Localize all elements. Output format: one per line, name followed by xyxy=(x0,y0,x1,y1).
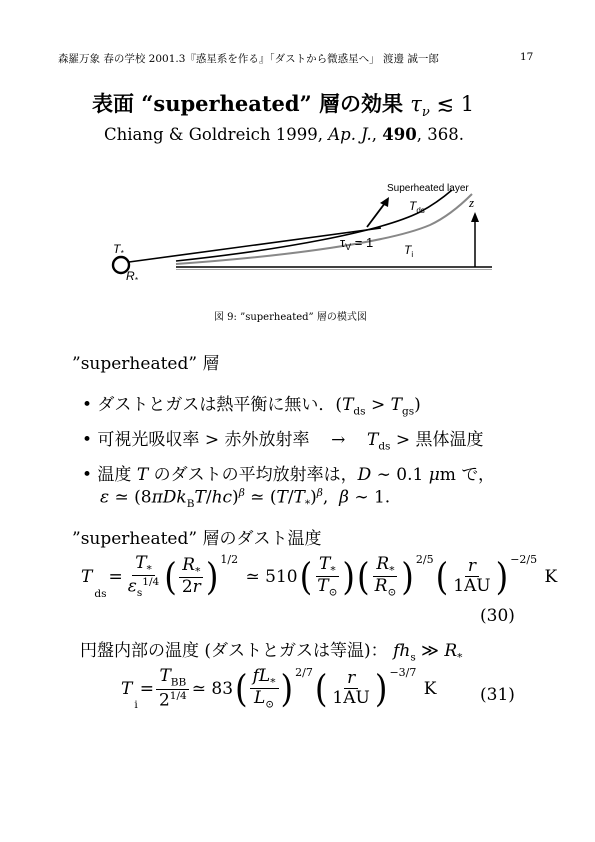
citation-volume: 490 xyxy=(382,125,417,144)
section-heading-dust-temperature: ”superheated” 層のダスト温度 xyxy=(72,529,322,549)
reradiation-arrow-line xyxy=(367,203,385,227)
citation-sep: , xyxy=(371,125,383,144)
superheated-layer-figure xyxy=(100,170,500,295)
rstar-label: $R_*$ xyxy=(126,269,138,285)
superheated-layer-label: Superheated layer xyxy=(387,183,469,194)
tau-v-label: $\tau_V = 1$ xyxy=(340,235,374,252)
tau-one-surface-curve xyxy=(176,194,475,264)
citation-journal: Ap. J. xyxy=(328,125,372,144)
ti-label: $T_i$ xyxy=(404,243,414,259)
page-number: 17 xyxy=(520,51,534,63)
bullet-dot: • xyxy=(82,395,93,415)
reradiation-arrowhead xyxy=(380,197,389,207)
bullet-item: • 温度 T のダストの平均放射率は，D ∼ 0.1 μm で， xyxy=(82,465,495,485)
bullet-dot: • xyxy=(82,430,93,450)
equation-number-31: (31) xyxy=(480,685,515,705)
figure-caption: 図 9: ”superheated” 層の模式図 xyxy=(214,312,367,323)
emissivity-formula: ε ≃ $(8\pi Dk_BT/hc)^\beta$ ≃ $(T/T_*)^\beta$, β ∼ 1. xyxy=(100,487,391,511)
tstar-label: $T_*$ xyxy=(113,242,124,258)
bullet-item: • ダストとガスは熱平衡に無い．$(T_{ds} > T_{gs})$ xyxy=(82,395,421,418)
title-tau: τ xyxy=(410,92,422,116)
citation-authors: Chiang & Goldreich 1999, xyxy=(104,125,329,144)
equation-number-30: (30) xyxy=(480,606,515,626)
section-heading-disk-interior: 円盤内部の温度 (ダストとガスは等温)： $fh_s$ ≫ $R_*$ xyxy=(80,641,463,664)
title-tau-sub: ν xyxy=(421,105,430,121)
tds-label: $T_{ds}$ xyxy=(409,199,425,215)
running-header: 森羅万象 春の学校 2001.3『惑星系を作る』「ダストから微惑星へ」 渡邊 誠一郎 xyxy=(58,53,439,65)
equation-31: T $_i$ = $\frac{T_{BB}}{2^{1/4}}$ ≃ 83 ( $\frac{fL_*}{L_⊙}$ ) 2/7 ( $\frac{r}{1AU}$ ) −3/7 K xyxy=(121,666,437,712)
z-axis-arrowhead xyxy=(471,212,479,222)
equation-30: T ds = $\frac{T_*}{\varepsilon_s^{1/4}}$ ( $\frac{R_*}{2r}$ ) 1/2 ≃ 510 ( $\frac{T_*}{T_⊙}$ ) ( $\frac{R_*}{R_⊙}$ ) 2/5 ( $\frac{r}{1AU}$ ) −2/5 K xyxy=(81,553,558,600)
disk-interior-heading-text: 円盤内部の温度 (ダストとガスは等温)： xyxy=(80,641,388,661)
title-main: 表面 “superheated” 層の効果 xyxy=(92,91,411,116)
slide-title xyxy=(92,88,474,120)
z-label: z xyxy=(469,195,475,210)
bullet-item: • 可視光吸収率 > 赤外放射率 → $T_{ds}$ > 黒体温度 xyxy=(82,430,484,453)
citation xyxy=(104,125,464,144)
citation-pages: , 368. xyxy=(416,125,464,144)
bullet-dot: • xyxy=(82,465,93,485)
title-tail: ≲ 1 xyxy=(429,92,475,116)
section-heading-superheated-layer: ”superheated” 層 xyxy=(72,354,220,374)
